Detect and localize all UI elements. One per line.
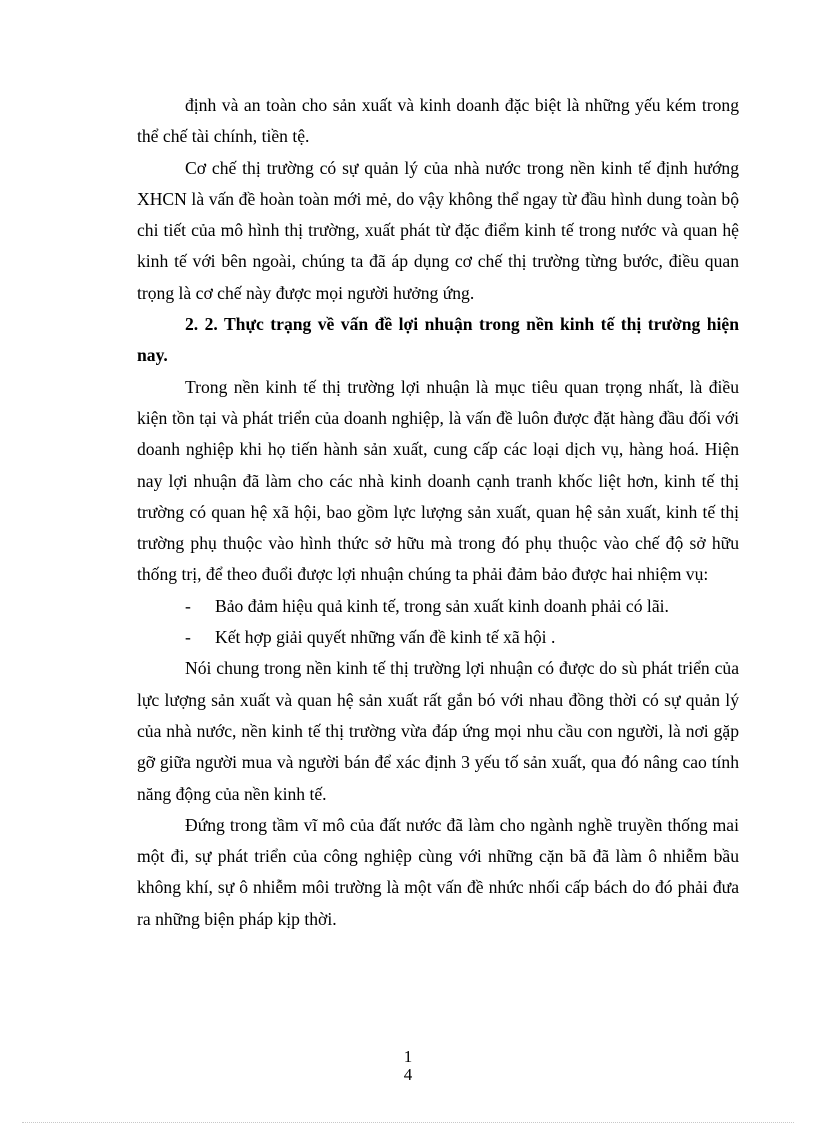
bullet-dash: -: [185, 595, 191, 616]
paragraph-macro-view: Đứng trong tầm vĩ mô của đất nước đã làm cho ngành nghề truyền thống mai một đi, sự phát triển của công nghiệp cùng với những cặn bã đã làm ô nhiễm bầu không khí, sự ô nhiễm môi trường là một vấn đề nhức nhối cấp bách do đó phải đưa ra những biện pháp kịp thời.: [137, 814, 739, 929]
paragraph-continuation: định và an toàn cho sản xuất và kinh doanh đặc biệt là những yếu kém trong thể chế tài chính, tiền tệ.: [137, 95, 739, 147]
page-number: [0, 1048, 816, 1084]
bullet-text: Kết hợp giải quyết những vấn đề kinh tế xã hội .: [215, 627, 556, 648]
section-heading: 2. 2. Thực trạng về vấn đề lợi nhuận trong nền kinh tế thị trường hiện nay.: [137, 314, 739, 366]
page-number-line-2: 4: [403, 1065, 413, 1084]
body-text: [137, 90, 739, 935]
bullet-item: [137, 591, 739, 622]
bullet-dash: -: [185, 627, 191, 648]
bullet-item: [137, 622, 739, 653]
page-number-line-1: 1: [403, 1047, 413, 1066]
bullet-text: Bảo đảm hiệu quả kinh tế, trong sản xuất kinh doanh phải có lãi.: [215, 595, 669, 616]
paragraph-profit-situation: Trong nền kinh tế thị trường lợi nhuận là mục tiêu quan trọng nhất, là điều kiện tồn tại và phát triển của doanh nghiệp, là vấn đề luôn được đặt hàng đầu đối với doanh nghiệp khi họ tiến hành sản xuất, cung cấp các loại dịch vụ, hàng hoá. Hiện nay lợi nhuận đã làm cho các nhà kinh doanh cạnh tranh khốc liệt hơn, kinh tế thị trường có quan hệ xã hội, bao gồm lực lượng sản xuất, quan hệ sản xuất, kinh tế thị trường phụ thuộc vào hình thức sở hữu mà trong đó phụ thuộc vào chế độ sở hữu thống trị, để theo đuổi được lợi nhuận chúng ta phải đảm bảo được hai nhiệm vụ:: [137, 376, 739, 585]
paragraph-general-profit: Nói chung trong nền kinh tế thị trường lợi nhuận có được do sù phát triển của lực lượng sản xuất và quan hệ sản xuất rất gắn bó với nhau đồng thời có sự quản lý của nhà nước, nền kinh tế thị trường vừa đáp ứng mọi nhu cầu con người, là nơi gặp gỡ giữa người mua và người bán để xác định 3 yếu tố sản xuất, qua đó nâng cao tính năng động của nền kinh tế.: [137, 658, 739, 804]
paragraph-market-mechanism: Cơ chế thị trường có sự quản lý của nhà nước trong nền kinh tế định hướng XHCN là vấn đề hoàn toàn mới mẻ, do vậy không thể ngay từ đầu hình dung toàn bộ chi tiết của mô hình thị trường, xuất phát từ đặc điểm kinh tế trong nước và quan hệ kinh tế với bên ngoài, chúng ta đã áp dụng cơ chế thị trường từng bước, điều quan trọng là cơ chế này được mọi người hưởng ứng.: [137, 157, 739, 303]
